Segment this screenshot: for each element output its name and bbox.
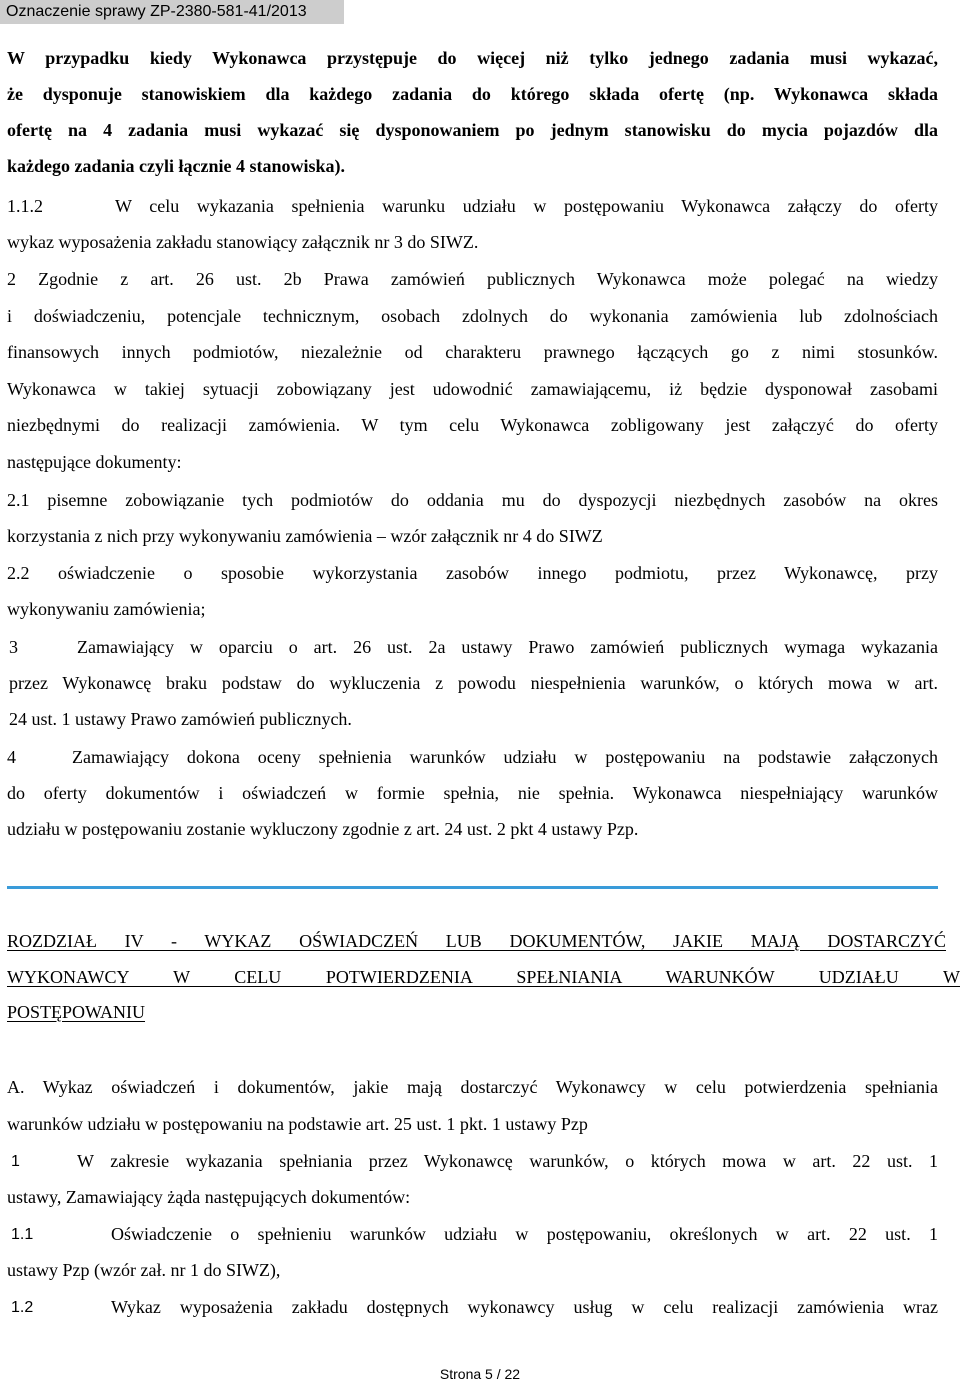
paragraph-line: wykonywaniu zamówienia;	[7, 599, 206, 619]
section-divider	[7, 886, 938, 889]
item-number: 4	[7, 747, 16, 767]
paragraph-line: 24 ust. 1 ustawy Prawo zamówień publicznych.	[9, 709, 352, 729]
paragraph-line: wykaz wyposażenia zakładu stanowiący załącznik nr 3 do SIWZ.	[7, 232, 479, 252]
item-number: 1.2	[11, 1299, 34, 1316]
paragraph-line: Zamawiający w oparciu o art. 26 ust. 2a ustawy Prawo zamówień publicznych wymaga wykazania	[77, 637, 938, 657]
item-number: 1.1	[11, 1226, 34, 1243]
paragraph-line: że dysponuje stanowiskiem dla każdego zadania do którego składa ofertę (np. Wykonawca składa	[7, 84, 938, 104]
paragraph-line: Oświadczenie o spełnieniu warunków udziału w postępowaniu, określonych w art. 22 ust. 1	[111, 1224, 938, 1244]
section-heading-line: ROZDZIAŁ IV - WYKAZ OŚWIADCZEŃ LUB DOKUMENTÓW, JAKIE MAJĄ DOSTARCZYĆ	[7, 931, 946, 951]
paragraph-line: Wykonawca w takiej sytuacji zobowiązany jest udowodnić zamawiającemu, iż będzie dysponował zasobami	[7, 379, 938, 399]
paragraph-line: następujące dokumenty:	[7, 452, 182, 472]
section-heading-line: POSTĘPOWANIU	[7, 1002, 146, 1022]
paragraph-line: i doświadczeniu, potencjale technicznym, osobach zdolnych do wykonania zamówienia lub zdolnościach	[7, 306, 938, 326]
paragraph-line: niezbędnymi do realizacji zamówienia. W tym celu Wykonawca zobligowany jest załączyć do oferty	[7, 415, 938, 435]
paragraph-line: Wykaz wyposażenia zakładu dostępnych wykonawcy usług w celu realizacji zamówienia wraz	[111, 1297, 938, 1317]
paragraph-line: W zakresie wykazania spełniania przez Wykonawcę warunków, o których mowa w art. 22 ust. 1	[77, 1151, 938, 1171]
document-header: Oznaczenie sprawy ZP-2380-581-41/2013	[0, 0, 344, 24]
item-number: 3	[9, 637, 18, 657]
paragraph-line: W celu wykazania spełnienia warunku udziału w postępowaniu Wykonawca załączy do oferty	[115, 196, 938, 216]
paragraph-line: do oferty dokumentów i oświadczeń w formie spełnia, nie spełnia. Wykonawca niespełniający warunków	[7, 783, 938, 803]
section-heading-line: WYKONAWCY W CELU POTWIERDZENIA SPEŁNIANIA WARUNKÓW UDZIAŁU W	[7, 967, 960, 987]
paragraph-line: A. Wykaz oświadczeń i dokumentów, jakie mają dostarczyć Wykonawcy w celu potwierdzenia spełniania	[7, 1077, 938, 1097]
paragraph-line: udziału w postępowaniu zostanie wykluczony zgodnie z art. 24 ust. 2 pkt 4 ustawy Pzp.	[7, 819, 639, 839]
paragraph-line: każdego zadania czyli łącznie 4 stanowiska).	[7, 156, 345, 176]
paragraph-line: ustawy, Zamawiający żąda następujących dokumentów:	[7, 1187, 411, 1207]
item-number: 1	[11, 1153, 20, 1170]
paragraph-line: finansowych innych podmiotów, niezależnie od charakteru prawnego łączących go z nimi stosunków.	[7, 342, 938, 362]
paragraph-line: Zamawiający dokona oceny spełnienia warunków udziału w postępowaniu na podstawie załączonych	[72, 747, 938, 767]
page-footer: Strona 5 / 22	[439, 1366, 521, 1382]
paragraph-line: ustawy Pzp (wzór zał. nr 1 do SIWZ),	[7, 1260, 281, 1280]
item-number: 1.1.2	[7, 196, 43, 216]
paragraph-line: przez Wykonawcę braku podstaw do wykluczenia z powodu niespełnienia warunków, o których mowa w art.	[9, 673, 938, 693]
paragraph-line: W przypadku kiedy Wykonawca przystępuje do więcej niż tylko jednego zadania musi wykazać,	[7, 48, 938, 68]
paragraph-line: ofertę na 4 zadania musi wykazać się dysponowaniem po jednym stanowisku do mycia pojazdów dla	[7, 120, 938, 140]
paragraph-line: 2 Zgodnie z art. 26 ust. 2b Prawa zamówień publicznych Wykonawca może polegać na wiedzy	[7, 269, 938, 289]
paragraph-line: 2.1 pisemne zobowiązanie tych podmiotów do oddania mu do dyspozycji niezbędnych zasobów na okres	[7, 490, 938, 510]
paragraph-line: korzystania z nich przy wykonywaniu zamówienia – wzór załącznik nr 4 do SIWZ	[7, 526, 603, 546]
paragraph-line: warunków udziału w postępowaniu na podstawie art. 25 ust. 1 pkt. 1 ustawy Pzp	[7, 1114, 588, 1134]
paragraph-line: 2.2 oświadczenie o sposobie wykorzystania zasobów innego podmiotu, przez Wykonawcę, przy	[7, 563, 938, 583]
